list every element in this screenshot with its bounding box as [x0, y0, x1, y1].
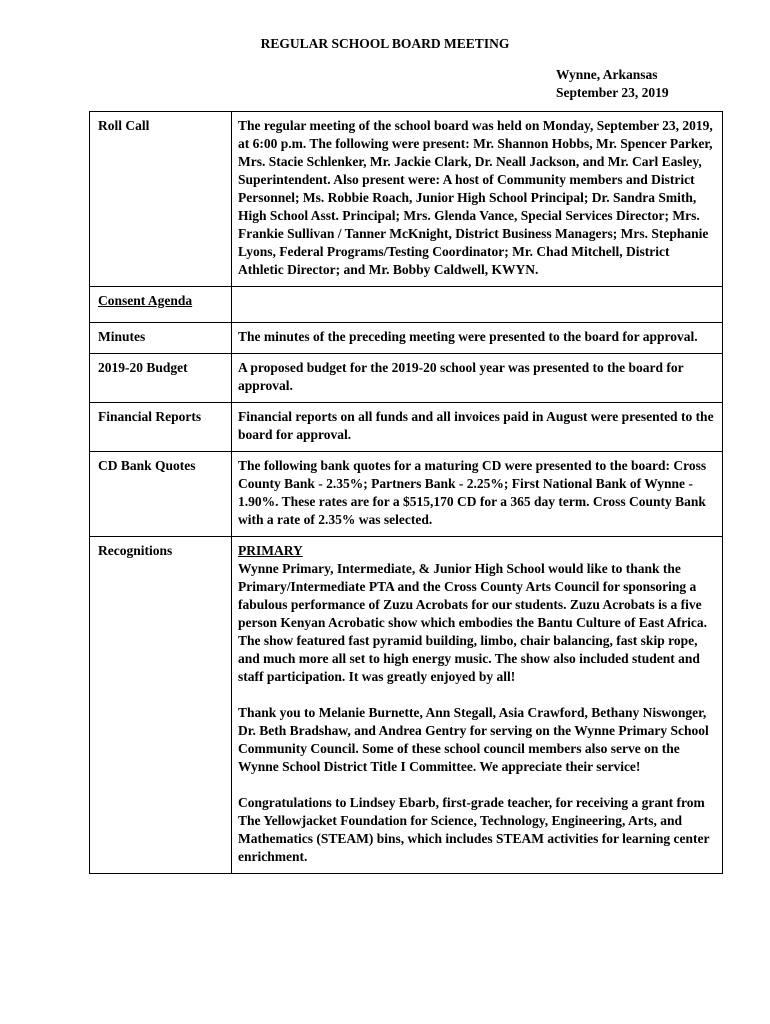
row-label-budget: 2019-20 Budget — [90, 354, 232, 403]
row-text-recognitions — [232, 537, 723, 874]
table-row — [90, 323, 723, 354]
table-row — [90, 452, 723, 537]
table-row — [90, 354, 723, 403]
table-row — [90, 537, 723, 874]
row-text-consent-agenda — [232, 287, 723, 323]
meeting-date: September 23, 2019 — [556, 85, 669, 100]
row-text-cd-bank-quotes: The following bank quotes for a maturing CD were presented to the board: Cross County Bank - 2.35%; Partners Bank - 2.25%; First National Bank of Wynne - 1.90%. These rates are for a $515,170 CD for a 365 day term. Cross County Bank with a rate of 2.35% was selected. — [232, 452, 723, 537]
row-text-financial-reports: Financial reports on all funds and all invoices paid in August were presented to the board for approval. — [232, 403, 723, 452]
row-text-roll-call: The regular meeting of the school board was held on Monday, September 23, 2019, at 6:00 p.m. The following were present: Mr. Shannon Hobbs, Mr. Spencer Parker, Mrs. Stacie Schlenker, Mr. Jackie Clark, Dr. Neall Jackson, and Mr. Carl Easley, Superintendent. Also present were: A host of Community members and District Personnel; Ms. Robbie Roach, Junior High School Principal; Dr. Sandra Smith, High School Asst. Principal; Mrs. Glenda Vance, Special Services Director; Mrs. Frankie Sullivan / Tanner McKnight, District Business Managers; Mrs. Stephanie Lyons, Federal Programs/Testing Coordinator; Mr. Chad Mitchell, District Athletic Director; and Mr. Bobby Caldwell, KWYN. — [232, 112, 723, 287]
row-text-minutes: The minutes of the preceding meeting were presented to the board for approval. — [232, 323, 723, 354]
minutes-table — [89, 111, 723, 874]
recognitions-paragraph-2: Thank you to Melanie Burnette, Ann Stegall, Asia Crawford, Bethany Niswonger, Dr. Beth Bradshaw, and Andrea Gentry for serving on the Wynne Primary School Community Council. Some of these school council members also serve on the Wynne School District Title I Committee. We appreciate their service! — [238, 705, 709, 774]
recognitions-paragraph-1: Wynne Primary, Intermediate, & Junior High School would like to thank the Primary/Intermediate PTA and the Cross County Arts Council for sponsoring a fabulous performance of Zuzu Acrobats for our students. Zuzu Acrobats is a five person Kenyan Acrobatic show which embodies the Bantu Culture of East Africa. The show featured fast pyramid building, limbo, chair balancing, fast skip rope, and much more all set to high energy music. The show also included student and staff participation. It was greatly enjoyed by all! — [238, 561, 708, 684]
meeting-city: Wynne, Arkansas — [556, 67, 658, 82]
recognitions-heading: PRIMARY — [238, 543, 303, 558]
recognitions-paragraph-3: Congratulations to Lindsey Ebarb, first-grade teacher, for receiving a grant from The Yellowjacket Foundation for Science, Technology, Engineering, Arts, and Mathematics (STEAM) bins, which includes STEAM activities for learning center enrichment. — [238, 795, 710, 864]
row-label-consent-agenda: Consent Agenda — [90, 287, 232, 323]
row-label-cd-bank-quotes: CD Bank Quotes — [90, 452, 232, 537]
row-label-recognitions: Recognitions — [90, 537, 232, 874]
table-row — [90, 112, 723, 287]
row-label-roll-call: Roll Call — [90, 112, 232, 287]
row-label-minutes: Minutes — [90, 323, 232, 354]
meeting-location-date — [556, 66, 669, 102]
row-text-budget: A proposed budget for the 2019-20 school year was presented to the board for approval. — [232, 354, 723, 403]
table-row — [90, 287, 723, 323]
table-row — [90, 403, 723, 452]
row-label-financial-reports: Financial Reports — [90, 403, 232, 452]
document-title: REGULAR SCHOOL BOARD MEETING — [260, 36, 510, 51]
